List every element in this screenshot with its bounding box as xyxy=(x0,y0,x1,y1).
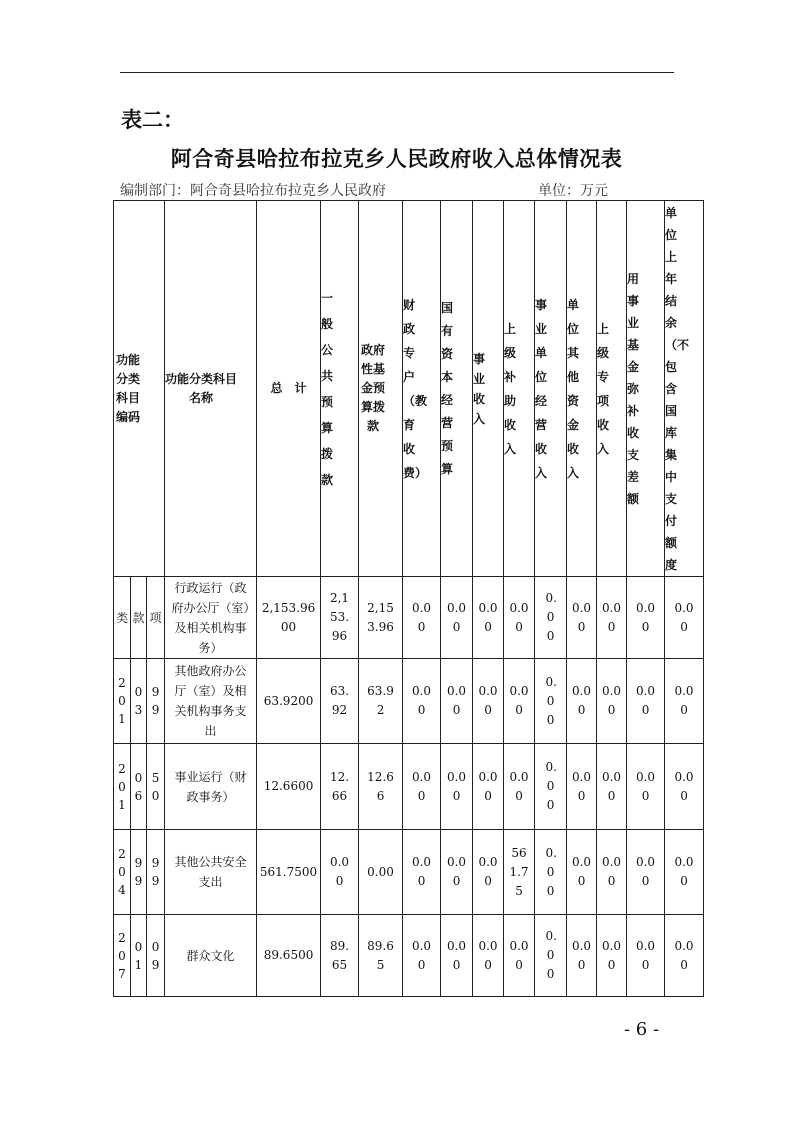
cell-carry: 0.00 xyxy=(665,915,704,997)
cell-lei: 207 xyxy=(114,915,131,997)
cell-kuan: 03 xyxy=(131,659,147,744)
cell-state-capital: 0.00 xyxy=(441,830,473,915)
cell-state-capital: 0.00 xyxy=(441,577,473,659)
col-superior-subsidy: 上级补助收入 xyxy=(504,201,535,577)
cell-xiang: 50 xyxy=(147,744,165,830)
cell-kuan: 06 xyxy=(131,744,147,830)
cell-gov-fund: 0.00 xyxy=(359,830,403,915)
col-superior-special: 上级专项收入 xyxy=(597,201,627,577)
table-row xyxy=(114,830,704,915)
cell-special: 0.00 xyxy=(597,915,627,997)
cell-subsidy: 0.00 xyxy=(504,744,535,830)
unit-label: 单位：万元 xyxy=(538,183,608,199)
cell-gov-fund: 63.92 xyxy=(359,659,403,744)
table-row xyxy=(114,744,704,830)
cell-special: 0.00 xyxy=(597,577,627,659)
cell-xiang: 99 xyxy=(147,830,165,915)
table-label: 表二： xyxy=(121,108,184,132)
cell-total: 12.6600 xyxy=(257,744,321,830)
cell-general: 0.00 xyxy=(321,830,359,915)
cell-gap: 0.00 xyxy=(627,659,665,744)
cell-carry: 0.00 xyxy=(665,744,704,830)
cell-carry: 0.00 xyxy=(665,830,704,915)
cell-special-edu: 0.00 xyxy=(403,744,441,830)
table-row xyxy=(114,659,704,744)
col-affiliated-income: 事业单位经营收入 xyxy=(535,201,567,577)
cell-gap: 0.00 xyxy=(627,830,665,915)
cell-affiliated: 0.00 xyxy=(535,744,567,830)
cell-gap: 0.00 xyxy=(627,915,665,997)
col-other-income: 单位其他资金收入 xyxy=(567,201,597,577)
cell-total: 561.7500 xyxy=(257,830,321,915)
row-name: 行政运行（政府办公厅（室）及相关机构事务） xyxy=(165,577,257,659)
cell-business: 0.00 xyxy=(473,659,504,744)
cell-affiliated: 0.00 xyxy=(535,659,567,744)
table-header-row xyxy=(114,201,704,577)
cell-business: 0.00 xyxy=(473,577,504,659)
cell-other: 0.00 xyxy=(567,577,597,659)
cell-xiang: 99 xyxy=(147,659,165,744)
cell-general: 63.92 xyxy=(321,659,359,744)
subheader-xiang: 项 xyxy=(147,577,165,659)
cell-carry: 0.00 xyxy=(665,659,704,744)
cell-total: 2,153.9600 xyxy=(257,577,321,659)
row-name: 其他公共安全支出 xyxy=(165,830,257,915)
cell-lei: 201 xyxy=(114,659,131,744)
cell-gap: 0.00 xyxy=(627,744,665,830)
cell-state-capital: 0.00 xyxy=(441,915,473,997)
cell-gov-fund: 12.66 xyxy=(359,744,403,830)
cell-general: 2,153.96 xyxy=(321,577,359,659)
col-name: 功能分类科目名称 xyxy=(165,201,257,577)
cell-other: 0.00 xyxy=(567,915,597,997)
cell-special-edu: 0.00 xyxy=(403,915,441,997)
cell-other: 0.00 xyxy=(567,830,597,915)
cell-business: 0.00 xyxy=(473,744,504,830)
cell-gov-fund: 2,153.96 xyxy=(359,577,403,659)
cell-general: 89.65 xyxy=(321,915,359,997)
cell-state-capital: 0.00 xyxy=(441,659,473,744)
col-total: 总 计 xyxy=(257,201,321,577)
cell-subsidy: 0.00 xyxy=(504,915,535,997)
cell-lei: 201 xyxy=(114,744,131,830)
cell-affiliated: 0.00 xyxy=(535,830,567,915)
cell-affiliated: 0.00 xyxy=(535,915,567,997)
cell-subsidy: 0.00 xyxy=(504,659,535,744)
meta-row xyxy=(120,180,680,200)
cell-business: 0.00 xyxy=(473,915,504,997)
col-state-capital: 国有资本经营预算 xyxy=(441,201,473,577)
col-general-budget: 一般公共预算拨款 xyxy=(321,201,359,577)
cell-other: 0.00 xyxy=(567,744,597,830)
cell-gap: 0.00 xyxy=(627,577,665,659)
row-name: 事业运行（财政事务） xyxy=(165,744,257,830)
cell-subsidy: 561.75 xyxy=(504,830,535,915)
col-carryover: 单位上年结余（不包含国库集中支付额度 xyxy=(665,201,704,577)
income-table xyxy=(113,200,704,997)
col-gov-fund: 政府性基金预算拨款 xyxy=(359,201,403,577)
cell-special-edu: 0.00 xyxy=(403,830,441,915)
cell-xiang: 09 xyxy=(147,915,165,997)
col-code: 功能分类科目编码 xyxy=(114,201,165,577)
col-fund-gap: 用事业基金弥补收支差额 xyxy=(627,201,665,577)
cell-general: 12.66 xyxy=(321,744,359,830)
cell-gov-fund: 89.65 xyxy=(359,915,403,997)
cell-special: 0.00 xyxy=(597,659,627,744)
cell-kuan: 01 xyxy=(131,915,147,997)
cell-special: 0.00 xyxy=(597,830,627,915)
subheader-lei: 类 xyxy=(114,577,131,659)
cell-special: 0.00 xyxy=(597,744,627,830)
cell-kuan: 99 xyxy=(131,830,147,915)
cell-total: 89.6500 xyxy=(257,915,321,997)
subheader-kuan: 款 xyxy=(131,577,147,659)
cell-carry: 0.00 xyxy=(665,577,704,659)
cell-business: 0.00 xyxy=(473,830,504,915)
cell-other: 0.00 xyxy=(567,659,597,744)
cell-lei: 204 xyxy=(114,830,131,915)
col-special-edu: 财政专户（教育收费） xyxy=(403,201,441,577)
table-row xyxy=(114,915,704,997)
page-title: 阿合奇县哈拉布拉克乡人民政府收入总体情况表 xyxy=(170,147,623,171)
row-name: 群众文化 xyxy=(165,915,257,997)
cell-affiliated: 0.00 xyxy=(535,577,567,659)
cell-special-edu: 0.00 xyxy=(403,577,441,659)
compiler-label: 编制部门：阿合奇县哈拉布拉克乡人民政府 xyxy=(120,183,386,199)
cell-state-capital: 0.00 xyxy=(441,744,473,830)
page-number: - 6 - xyxy=(624,1019,660,1040)
cell-subsidy: 0.00 xyxy=(504,577,535,659)
cell-total: 63.9200 xyxy=(257,659,321,744)
col-business-income: 事业收入 xyxy=(473,201,504,577)
table-row xyxy=(114,577,704,659)
cell-special-edu: 0.00 xyxy=(403,659,441,744)
row-name: 其他政府办公厅（室）及相关机构事务支出 xyxy=(165,659,257,744)
header-rule xyxy=(120,72,674,73)
